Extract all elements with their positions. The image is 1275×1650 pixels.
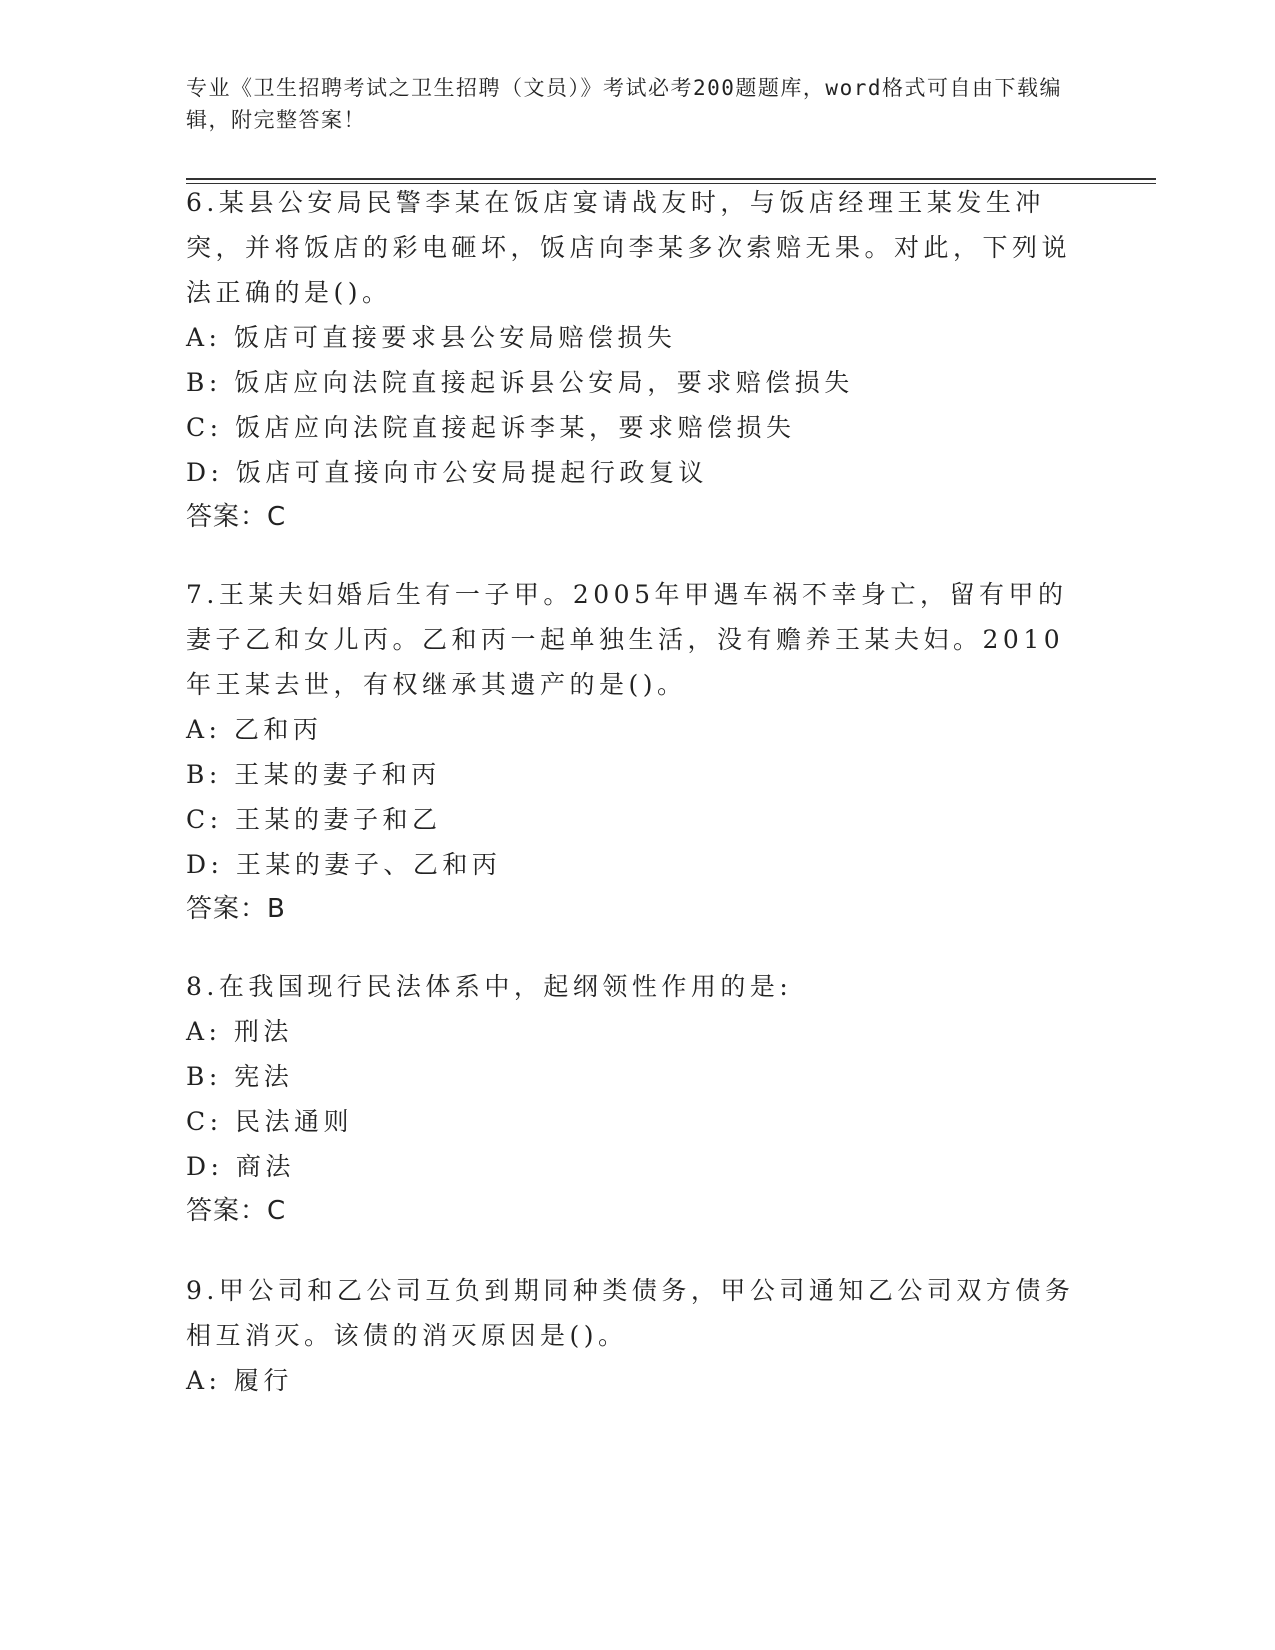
question-stem: 7.王某夫妇婚后生有一子甲。2005年甲遇车祸不幸身亡，留有甲的妻子乙和女儿丙。乙和丙一起单独生活，没有赡养王某夫妇。2010年王某去世，有权继承其遗产的是()。 — [186, 580, 1068, 699]
option-a: A: 乙和丙 — [186, 715, 323, 744]
option-a: A: 刑法 — [186, 1017, 293, 1046]
answer-label: 答案：C — [186, 502, 287, 532]
question-6 — [186, 180, 1086, 539]
option-d: D: 王某的妻子、乙和丙 — [186, 850, 502, 879]
option-c: C: 饭店应向法院直接起诉李某，要求赔偿损失 — [186, 413, 796, 442]
option-a: A: 履行 — [186, 1366, 293, 1395]
question-9 — [186, 1268, 1086, 1403]
question-stem: 6.某县公安局民警李某在饭店宴请战友时，与饭店经理王某发生冲突，并将饭店的彩电砸坏，饭店向李某多次索赔无果。对此，下列说法正确的是()。 — [186, 188, 1072, 307]
question-8 — [186, 964, 1086, 1233]
answer-label: 答案：C — [186, 1196, 287, 1226]
answer-label: 答案：B — [186, 894, 286, 924]
option-a: A: 饭店可直接要求县公安局赔偿损失 — [186, 323, 677, 352]
option-b: B: 王某的妻子和丙 — [186, 760, 441, 789]
option-c: C: 民法通则 — [186, 1107, 353, 1136]
option-d: D: 商法 — [186, 1152, 295, 1181]
option-b: B: 饭店应向法院直接起诉县公安局，要求赔偿损失 — [186, 368, 854, 397]
question-stem: 8.在我国现行民法体系中，起纲领性作用的是: — [186, 972, 793, 1001]
option-d: D: 饭店可直接向市公安局提起行政复议 — [186, 458, 708, 487]
question-stem: 9.甲公司和乙公司互负到期同种类债务，甲公司通知乙公司双方债务相互消灭。该债的消灭原因是()。 — [186, 1276, 1075, 1350]
option-c: C: 王某的妻子和乙 — [186, 805, 442, 834]
question-7 — [186, 572, 1086, 931]
option-b: B: 宪法 — [186, 1062, 294, 1091]
document-header: 专业《卫生招聘考试之卫生招聘（文员）》考试必考200题题库，word格式可自由下载编辑，附完整答案！ — [186, 76, 1062, 132]
